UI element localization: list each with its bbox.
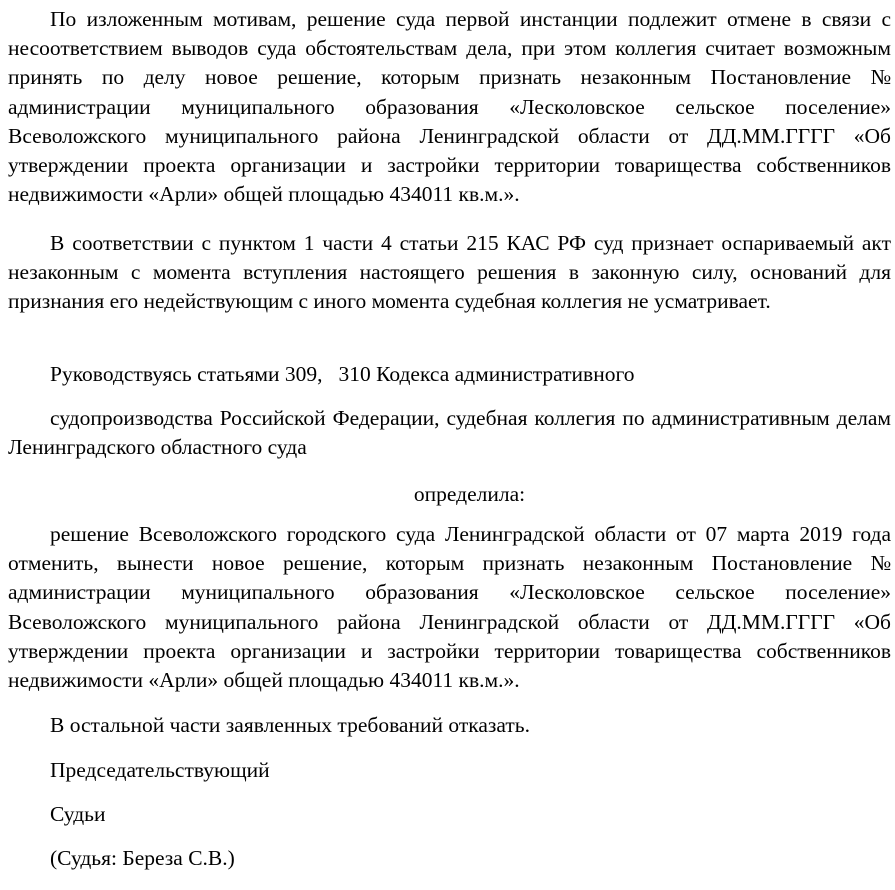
paragraph-guided-by [0,360,895,389]
paragraph-reasoning: По изложенным мотивам, решение суда первой инстанции подлежит отмене в связи с несоответствием выводов суда обстоятельствам дела, при этом коллегия считает возможным принять по делу новое решение, которым признать незаконным Постановление № администрации муниципального образования «Лесколовское сельское поселение» Всеволожского муниципального района Ленинградской области от ДД.ММ.ГГГГ «Об утверждении проекта организации и застройки территории товарищества собственников недвижимости «Арли» общей площадью 434011 кв.м.». [8,7,891,207]
ruling-heading: определила: [413,482,526,506]
paragraph-ruling: решение Всеволожского городского суда Ленинградской области от 07 марта 2019 года отменить, вынести новое решение, которым признать незаконным Постановление № администрации муниципального образования «Лесколовское сельское поселение» Всеволожского муниципального района Ленинградской области от ДД.ММ.ГГГГ «Об утверждении проекта организации и застройки территории товарищества собственников недвижимости «Арли» общей площадью 434011 кв.м.». [8,522,891,693]
paragraph-kas-reference: В соответствии с пунктом 1 части 4 статьи 215 КАС РФ суд признает оспариваемый акт незаконным с момента вступления настоящего решения в законную силу, оснований для признания его недействующим с иного момента судебная коллегия не усматривает. [8,231,891,314]
presiding-judge-label: Председательствующий [50,758,270,782]
judge-note: (Судья: Береза С.В.) [50,846,235,870]
guided-by-part-2: 310 Кодекса административного [338,362,635,386]
paragraph-denial: В остальной части заявленных требований отказать. [50,713,530,737]
paragraph-court-panel: судопроизводства Российской Федерации, судебная коллегия по административным делам Ленинградского областного суда [8,406,891,460]
judges-label: Судьи [50,802,106,826]
guided-by-part-1: Руководствуясь статьями 309, [50,362,323,386]
